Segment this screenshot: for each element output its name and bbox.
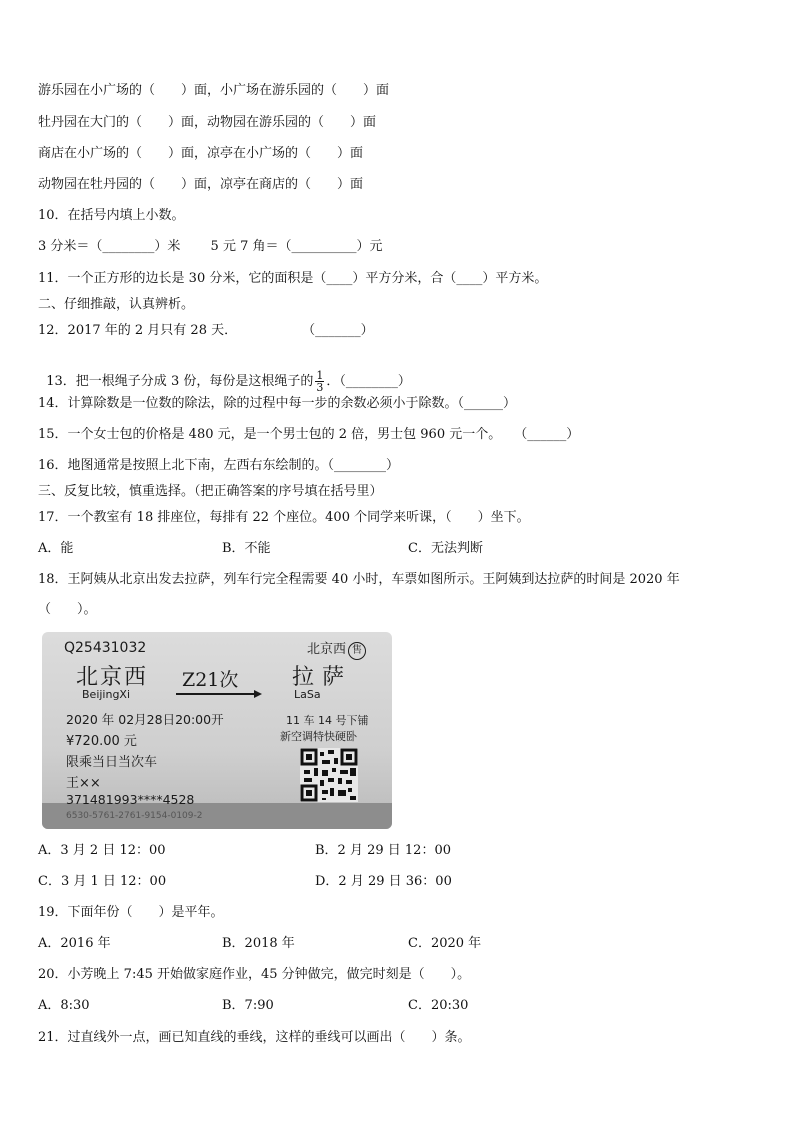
ticket-from-pinyin: BeijingXi [82,688,131,701]
ticket-price: ¥720.00 元 [66,734,137,749]
q17-choice-b: B．不能 [222,541,271,556]
question-12: 12．2017 年的 2 月只有 28 天． （_______） [38,323,374,338]
question-19: 19．下面年份（ ）是平年。 [38,905,224,920]
question-13 [38,352,411,393]
q18-choice-d: D．2 月 29 日 36：00 [315,874,452,889]
question-11: 11．一个正方形的边长是 30 分米，它的面积是（____）平方分米，合（____）平方米。 [38,271,548,286]
fraction-denominator: 3 [316,381,324,394]
section-2-heading: 二、仔细推敲，认真辨析。 [38,297,195,312]
question-13-blank: ．（________） [326,374,411,389]
ticket-car-type: 新空调特快硬卧 [280,730,357,743]
fraction-one-third [315,370,324,393]
q18-choice-b: B．2 月 29 日 12：00 [315,843,451,858]
ticket-sold-station [307,638,366,660]
question-17: 17．一个教室有 18 排座位，每排有 22 个座位。400 个同学来听课，（ ）坐下。 [38,510,530,525]
q20-choice-b: B．7:90 [222,998,274,1013]
question-10-blanks: 3 分米＝（________）米 5 元 7 角＝（__________）元 [38,239,383,254]
question-10: 10．在括号内填上小数。 [38,208,185,223]
ticket-seat: 11 车 14 号下铺 [286,714,369,727]
question-18-blank: （ ）。 [38,602,97,617]
section-3-heading: 三、反复比较，慎重选择。（把正确答案的序号填在括号里） [38,484,383,499]
q20-choice-a: A．8:30 [38,998,90,1013]
ticket-from-station: 北京西 [76,665,149,690]
line-1: 游乐园在小广场的（ ）面，小广场在游乐园的（ ）面 [38,83,390,98]
q19-choice-c: C．2020 年 [408,936,482,951]
q17-choice-a: A．能 [38,541,74,556]
line-2: 牡丹园在大门的（ ）面，动物园在游乐园的（ ）面 [38,115,377,130]
ticket-serial: 6530-5761-2761-9154-0109-2 [66,811,203,821]
question-16: 16．地图通常是按照上北下南，左西右东绘制的。（________） [38,458,400,473]
q18-choice-c: C．3 月 1 日 12：00 [38,874,167,889]
ticket-departure-time: 2020 年 02月28日20:00开 [66,712,224,727]
ticket-sold-station-name: 北京西 [306,642,346,657]
line-3: 商店在小广场的（ ）面，凉亭在小广场的（ ）面 [38,146,364,161]
ticket-code: Q25431032 [64,640,147,656]
ticket-passenger-name: 王×× [66,776,101,791]
ticket-to-station: 拉萨 [292,665,353,690]
q19-choice-a: A．2016 年 [38,936,111,951]
ticket-to-pinyin: LaSa [294,688,321,701]
line-4: 动物园在牡丹园的（ ）面，凉亭在商店的（ ）面 [38,177,364,192]
question-13-text: 13．把一根绳子分成 3 份，每份是这根绳子的 [46,374,314,389]
ticket-id-number: 371481993****4528 [66,792,195,807]
q18-choice-a: A．3 月 2 日 12：00 [38,843,166,858]
q20-choice-c: C．20:30 [408,998,469,1013]
question-20: 20．小芳晚上 7:45 开始做家庭作业，45 分钟做完，做完时刻是（ ）。 [38,967,471,982]
question-18: 18．王阿姨从北京出发去拉萨，列车行完全程需要 40 小时，车票如图所示。王阿姨到达拉萨的时间是 2020 年 [38,572,680,587]
question-21: 21．过直线外一点，画已知直线的垂线，这样的垂线可以画出（ ）条。 [38,1030,471,1045]
q17-choice-c: C．无法判断 [408,541,483,556]
question-15: 15．一个女士包的价格是 480 元，是一个男士包的 2 倍，男士包 960 元一个。 （______） [38,427,580,442]
train-ticket-image [42,632,392,829]
fraction-numerator: 1 [316,369,324,382]
question-14: 14．计算除数是一位数的除法，除的过程中每一步的余数必须小于除数。（______） [38,396,517,411]
arrow-right-icon [176,690,262,698]
qr-code-icon [300,748,358,802]
q19-choice-b: B．2018 年 [222,936,295,951]
ticket-sold-badge: 售 [348,642,366,660]
ticket-train-number: Z21次 [182,669,239,691]
ticket-limit-note: 限乘当日当次车 [66,755,158,770]
